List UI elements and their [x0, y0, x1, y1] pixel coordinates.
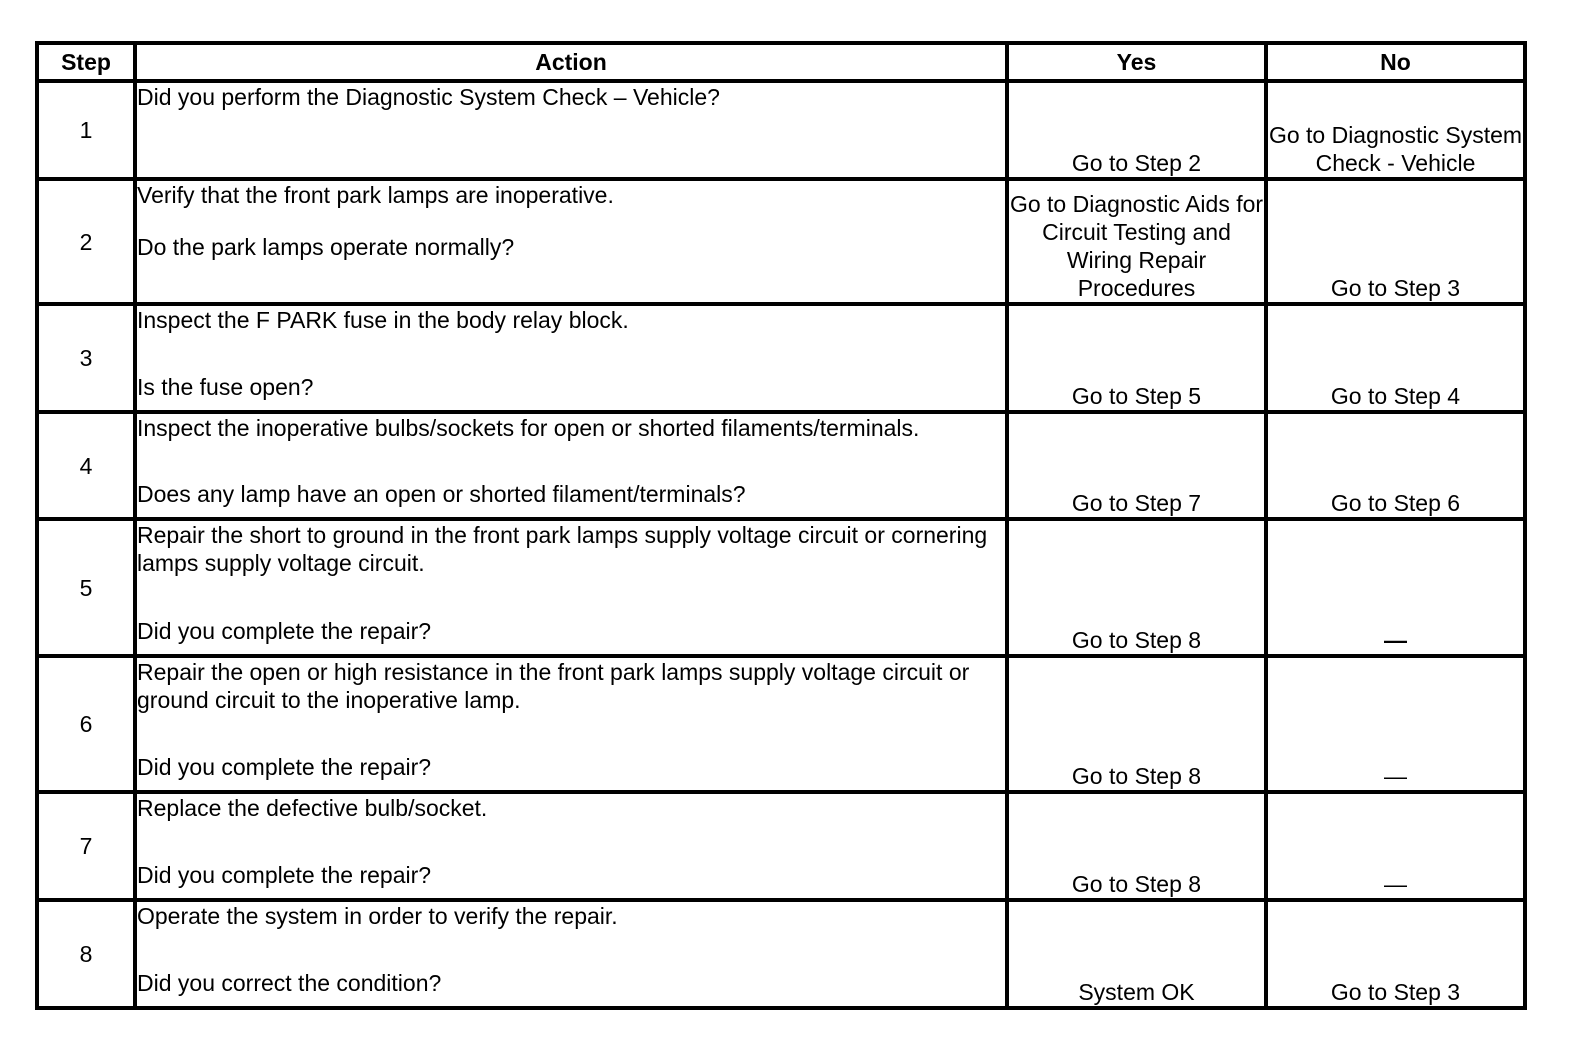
table-row [37, 179, 1525, 304]
no-cell: Go to Step 3 [1266, 900, 1525, 1008]
action-question: Did you correct the condition? [137, 970, 442, 996]
action-cell [135, 304, 1007, 412]
action-text: Repair the short to ground in the front park lamps supply voltage circuit or cornering lamps supply voltage circuit. [137, 522, 988, 576]
table-row [37, 304, 1525, 412]
yes-cell: Go to Step 5 [1007, 304, 1266, 412]
yes-cell: Go to Diagnostic Aids for Circuit Testing and Wiring Repair Procedures [1007, 179, 1266, 304]
no-cell: Go to Step 3 [1266, 179, 1525, 304]
step-number: 4 [37, 412, 135, 519]
header-step: Step [37, 43, 135, 81]
action-question: Did you complete the repair? [137, 862, 432, 888]
step-number: 5 [37, 519, 135, 656]
header-no: No [1266, 43, 1525, 81]
table-row [37, 900, 1525, 1008]
step-number: 7 [37, 792, 135, 900]
action-text: Verify that the front park lamps are inoperative. [137, 182, 614, 208]
action-question: Did you complete the repair? [137, 618, 432, 644]
table-row [37, 81, 1525, 179]
header-row [37, 43, 1525, 81]
table-row [37, 792, 1525, 900]
table-row [37, 656, 1525, 792]
action-question: Do the park lamps operate normally? [137, 234, 515, 260]
header-action: Action [135, 43, 1007, 81]
yes-cell: Go to Step 8 [1007, 519, 1266, 656]
no-cell: — [1266, 519, 1525, 656]
table-row [37, 519, 1525, 656]
no-cell: — [1266, 792, 1525, 900]
step-number: 8 [37, 900, 135, 1008]
no-cell: Go to Diagnostic System Check - Vehicle [1266, 81, 1525, 179]
no-cell: — [1266, 656, 1525, 792]
yes-cell: Go to Step 7 [1007, 412, 1266, 519]
action-text: Repair the open or high resistance in the front park lamps supply voltage circuit or ground circuit to the inoperative lamp. [137, 659, 970, 713]
action-cell [135, 412, 1007, 519]
header-yes: Yes [1007, 43, 1266, 81]
no-cell: Go to Step 4 [1266, 304, 1525, 412]
action-cell [135, 81, 1007, 179]
action-cell [135, 179, 1007, 304]
step-number: 2 [37, 179, 135, 304]
yes-cell: System OK [1007, 900, 1266, 1008]
diagnostic-table [35, 41, 1527, 1010]
step-number: 3 [37, 304, 135, 412]
table-row [37, 412, 1525, 519]
step-number: 1 [37, 81, 135, 179]
action-cell [135, 900, 1007, 1008]
yes-cell: Go to Step 8 [1007, 656, 1266, 792]
action-text: Inspect the F PARK fuse in the body relay block. [137, 307, 629, 333]
no-cell: Go to Step 6 [1266, 412, 1525, 519]
action-text: Did you perform the Diagnostic System Check – Vehicle? [137, 84, 720, 110]
step-number: 6 [37, 656, 135, 792]
action-text: Inspect the inoperative bulbs/sockets for open or shorted filaments/terminals. [137, 415, 920, 441]
yes-cell: Go to Step 2 [1007, 81, 1266, 179]
action-question: Did you complete the repair? [137, 754, 432, 780]
yes-cell: Go to Step 8 [1007, 792, 1266, 900]
action-cell [135, 656, 1007, 792]
action-cell [135, 519, 1007, 656]
action-question: Is the fuse open? [137, 374, 314, 400]
action-text: Operate the system in order to verify the repair. [137, 903, 618, 929]
action-question: Does any lamp have an open or shorted filament/terminals? [137, 481, 746, 507]
action-cell [135, 792, 1007, 900]
action-text: Replace the defective bulb/socket. [137, 795, 488, 821]
